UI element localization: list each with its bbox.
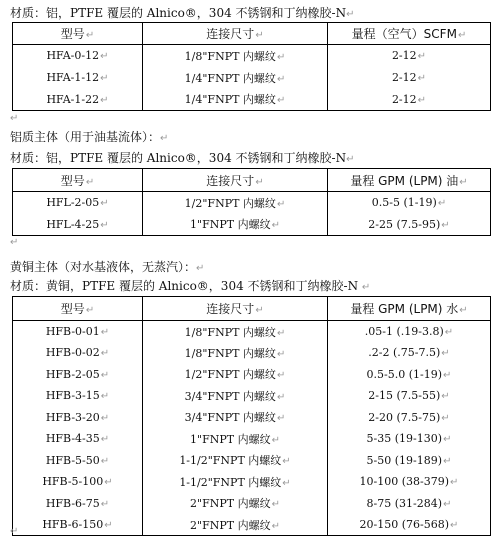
table-row [13, 321, 491, 343]
paragraph-mark: ↵ [282, 477, 291, 489]
table-row [13, 89, 491, 111]
paragraph-mark: ↵ [10, 526, 19, 537]
table-cell [143, 514, 328, 536]
table-cell [328, 450, 491, 472]
table-cell [13, 321, 143, 343]
cell-text: 3/4"FNPT 内螺纹 [184, 389, 276, 403]
material-caption-brass-water [10, 278, 370, 296]
cell-text: 1/2"FNPT 内螺纹 [184, 196, 276, 210]
cell-text: HFA-0-12 [46, 49, 100, 63]
paragraph-mark: ↵ [100, 369, 110, 381]
oil-flow-table [12, 168, 491, 236]
table-cell [13, 192, 143, 214]
table-header-row [13, 297, 491, 321]
paragraph-mark: ↵ [271, 434, 280, 446]
table-row [13, 471, 491, 493]
header-model [13, 297, 143, 321]
header-model [13, 23, 143, 45]
paragraph-mark: ↵ [276, 95, 286, 107]
paragraph-mark: ↵ [444, 327, 454, 338]
header-range [328, 297, 491, 321]
header-connection-size [143, 169, 328, 192]
paragraph-mark: ↵ [443, 369, 452, 381]
paragraph-mark: ↵ [10, 237, 19, 248]
cell-text: 型号 [60, 27, 85, 41]
cell-text: HFB-0-02 [45, 346, 100, 360]
paragraph-mark: ↵ [276, 327, 286, 339]
paragraph-mark: ↵ [459, 176, 468, 188]
cell-text: HFA-1-12 [46, 71, 100, 84]
cell-text: 10-100 (38-379) [359, 475, 450, 489]
air-flow-table [12, 22, 491, 111]
cell-text: HFL-2-05 [46, 196, 100, 210]
table-row [13, 192, 491, 214]
table-cell [143, 321, 328, 343]
paragraph-mark: ↵ [100, 498, 110, 510]
paragraph-mark: ↵ [85, 176, 95, 188]
table-cell [328, 364, 491, 386]
paragraph-mark: ↵ [255, 176, 264, 188]
cell-text: 2-12 [391, 92, 417, 106]
cell-text: 1-1/2"FNPT 内螺纹 [179, 454, 282, 468]
cell-text: 2"FNPT 内螺纹 [190, 497, 271, 511]
table-cell [13, 364, 143, 386]
paragraph-mark: ↵ [255, 30, 264, 41]
cell-text: 20-150 (76-568) [359, 518, 450, 531]
paragraph-mark: ↵ [417, 73, 427, 84]
cell-text: 0.5-5.0 (1-19) [366, 367, 443, 381]
header-range [328, 23, 491, 45]
table-cell [143, 364, 328, 386]
table-cell [13, 428, 143, 450]
paragraph-mark: ↵ [276, 348, 286, 360]
table-cell [143, 192, 328, 214]
table-header-row [13, 169, 491, 192]
cell-text: 型号 [60, 173, 85, 188]
cell-text: HFB-2-05 [45, 367, 100, 381]
table-row [13, 450, 491, 472]
table-cell [328, 385, 491, 407]
paragraph-mark: ↵ [100, 327, 110, 338]
table-cell [13, 450, 143, 472]
cell-text: .2-2 (.75-7.5) [368, 346, 441, 360]
paragraph-mark: ↵ [346, 9, 355, 20]
cell-text: 材质：黄铜，PTFE 覆层的 Alnico®，304 不锈钢和丁纳橡胶-N [10, 279, 362, 293]
cell-text: HFB-0-01 [45, 325, 100, 338]
cell-text: 5-35 (19-130) [366, 432, 443, 446]
cell-text: 3/4"FNPT 内螺纹 [184, 411, 276, 425]
cell-text: 1/8"FNPT 内螺纹 [184, 49, 276, 63]
cell-text: 1"FNPT 内螺纹 [190, 432, 271, 446]
table-cell [143, 45, 328, 67]
section-title-aluminum-oil [10, 129, 168, 147]
header-range [328, 169, 491, 192]
table-cell [328, 89, 491, 111]
cell-text: 0.5-5 (1-19) [371, 196, 437, 210]
paragraph-mark: ↵ [441, 348, 450, 360]
cell-text: HFB-5-100 [42, 475, 104, 489]
paragraph-mark: ↵ [441, 412, 450, 424]
cell-text: 1/8"FNPT 内螺纹 [184, 346, 276, 360]
cell-text: 1/4"FNPT 内螺纹 [184, 93, 276, 107]
table-cell [143, 67, 328, 89]
cell-text: .05-1 (.19-3.8) [364, 325, 444, 338]
cell-text: 材质：铝，PTFE 覆层的 Alnico®，304 不锈钢和丁纳橡胶-N [10, 6, 347, 20]
paragraph-mark: ↵ [100, 348, 110, 360]
table-row [13, 214, 491, 236]
table-cell [13, 471, 143, 493]
cell-text: HFB-4-35 [45, 432, 100, 446]
table-cell [328, 192, 491, 214]
cell-text: 1-1/2"FNPT 内螺纹 [179, 475, 282, 489]
paragraph-mark: ↵ [100, 412, 110, 424]
table-cell [143, 450, 328, 472]
cell-text: 黄铜主体（对水基液体，无蒸汽）： [10, 260, 197, 274]
paragraph-mark: ↵ [85, 305, 95, 316]
table-cell [328, 321, 491, 343]
cell-text: 2"FNPT 内螺纹 [190, 518, 271, 532]
paragraph-mark: ↵ [85, 30, 95, 41]
table-cell [328, 214, 491, 236]
paragraph-mark: ↵ [450, 520, 459, 531]
paragraph-mark: ↵ [457, 30, 467, 41]
cell-text: HFB-6-75 [45, 496, 100, 510]
table-row [13, 407, 491, 429]
cell-text: 2-20 (7.5-75) [368, 410, 441, 424]
material-caption-aluminum-oil [10, 150, 354, 168]
table-cell [143, 342, 328, 364]
paragraph-mark: ↵ [276, 51, 286, 63]
cell-text: 量程 GPM (LPM) 油 [350, 173, 459, 188]
paragraph-mark: ↵ [100, 198, 109, 210]
paragraph-mark: ↵ [100, 391, 110, 403]
paragraph-mark: ↵ [437, 198, 447, 210]
paragraph-mark: ↵ [196, 263, 205, 274]
paragraph-mark: ↵ [100, 219, 109, 231]
section-title-brass-water [10, 259, 204, 277]
paragraph-mark: ↵ [417, 51, 427, 63]
cell-text: 1"FNPT 内螺纹 [190, 218, 271, 232]
table-cell [143, 471, 328, 493]
table-cell [143, 407, 328, 429]
table-row [13, 385, 491, 407]
paragraph-mark: ↵ [100, 73, 109, 84]
paragraph-mark: ↵ [443, 455, 452, 467]
table-cell [328, 471, 491, 493]
paragraph-mark: ↵ [100, 434, 110, 446]
table-row [13, 514, 491, 536]
table-cell [13, 514, 143, 536]
table-cell [328, 67, 491, 89]
cell-text: HFB-3-20 [45, 410, 100, 424]
header-model [13, 169, 143, 192]
cell-text: 铝质主体（用于油基流体）： [10, 130, 161, 144]
table-cell [328, 342, 491, 364]
table-cell [13, 89, 143, 111]
cell-text: 材质：铝，PTFE 覆层的 Alnico®，304 不锈钢和丁纳橡胶-N [10, 151, 347, 165]
paragraph-mark: ↵ [271, 220, 280, 232]
table-row [13, 67, 491, 89]
cell-text: 2-12 [391, 71, 417, 84]
cell-text: 连接尺寸 [206, 173, 255, 188]
paragraph-mark: ↵ [271, 499, 280, 511]
paragraph-mark: ↵ [276, 370, 286, 382]
table-cell [143, 214, 328, 236]
paragraph-mark: ↵ [459, 305, 468, 316]
paragraph-mark: ↵ [276, 391, 286, 403]
paragraph-mark: ↵ [100, 94, 109, 106]
paragraph-mark: ↵ [271, 520, 280, 532]
table-cell [13, 385, 143, 407]
paragraph-mark: ↵ [104, 520, 113, 531]
paragraph-mark: ↵ [100, 455, 110, 467]
cell-text: 1/8"FNPT 内螺纹 [184, 325, 276, 339]
cell-text: 2-12 [391, 49, 417, 63]
paragraph-mark: ↵ [276, 73, 286, 85]
cell-text: HFA-1-22 [46, 92, 100, 106]
paragraph-mark: ↵ [346, 154, 355, 165]
table-cell [13, 67, 143, 89]
paragraph-mark: ↵ [450, 477, 459, 489]
header-connection-size [143, 297, 328, 321]
cell-text: 量程 GPM (LPM) 水 [350, 302, 459, 316]
table-cell [143, 493, 328, 515]
table-cell [328, 428, 491, 450]
water-flow-table [12, 296, 491, 536]
paragraph-mark: ↵ [100, 51, 109, 63]
cell-text: HFL-4-25 [46, 217, 100, 231]
cell-text: 量程（空气）SCFM [351, 27, 457, 41]
table-cell [13, 214, 143, 236]
paragraph-mark: ↵ [276, 198, 286, 210]
table-cell [13, 493, 143, 515]
table-cell [13, 407, 143, 429]
paragraph-mark: ↵ [282, 456, 291, 468]
material-caption-aluminum-air [10, 5, 354, 23]
table-row [13, 342, 491, 364]
paragraph-mark: ↵ [441, 219, 450, 231]
table-row [13, 364, 491, 386]
cell-text: 连接尺寸 [206, 27, 255, 41]
cell-text: 型号 [60, 302, 85, 316]
cell-text: 1/2"FNPT 内螺纹 [184, 368, 276, 382]
table-cell [143, 89, 328, 111]
paragraph-mark: ↵ [276, 413, 286, 425]
paragraph-mark: ↵ [443, 434, 452, 446]
cell-text: HFB-3-15 [45, 389, 100, 403]
cell-text: 1/4"FNPT 内螺纹 [184, 71, 276, 85]
cell-text: 8-75 (31-284) [366, 496, 443, 510]
table-cell [328, 45, 491, 67]
table-cell [328, 493, 491, 515]
paragraph-mark: ↵ [10, 113, 19, 124]
paragraph-mark: ↵ [441, 391, 450, 403]
cell-text: HFB-5-50 [45, 453, 100, 467]
paragraph-mark: ↵ [361, 282, 371, 293]
table-cell [143, 385, 328, 407]
cell-text: 5-50 (19-189) [366, 453, 443, 467]
cell-text: 2-25 (7.5-95) [368, 217, 441, 231]
paragraph-mark: ↵ [255, 305, 264, 316]
table-row [13, 45, 491, 67]
table-cell [328, 407, 491, 429]
table-cell [13, 342, 143, 364]
cell-text: 2-15 (7.5-55) [368, 389, 441, 403]
paragraph-mark: ↵ [104, 477, 113, 489]
table-row [13, 493, 491, 515]
paragraph-mark: ↵ [417, 94, 427, 106]
cell-text: 连接尺寸 [206, 302, 255, 316]
cell-text: HFB-6-150 [42, 518, 104, 531]
paragraph-mark: ↵ [160, 133, 169, 144]
header-connection-size [143, 23, 328, 45]
table-cell [328, 514, 491, 536]
table-cell [143, 428, 328, 450]
table-cell [13, 45, 143, 67]
table-row [13, 428, 491, 450]
paragraph-mark: ↵ [443, 498, 452, 510]
table-header-row [13, 23, 491, 45]
